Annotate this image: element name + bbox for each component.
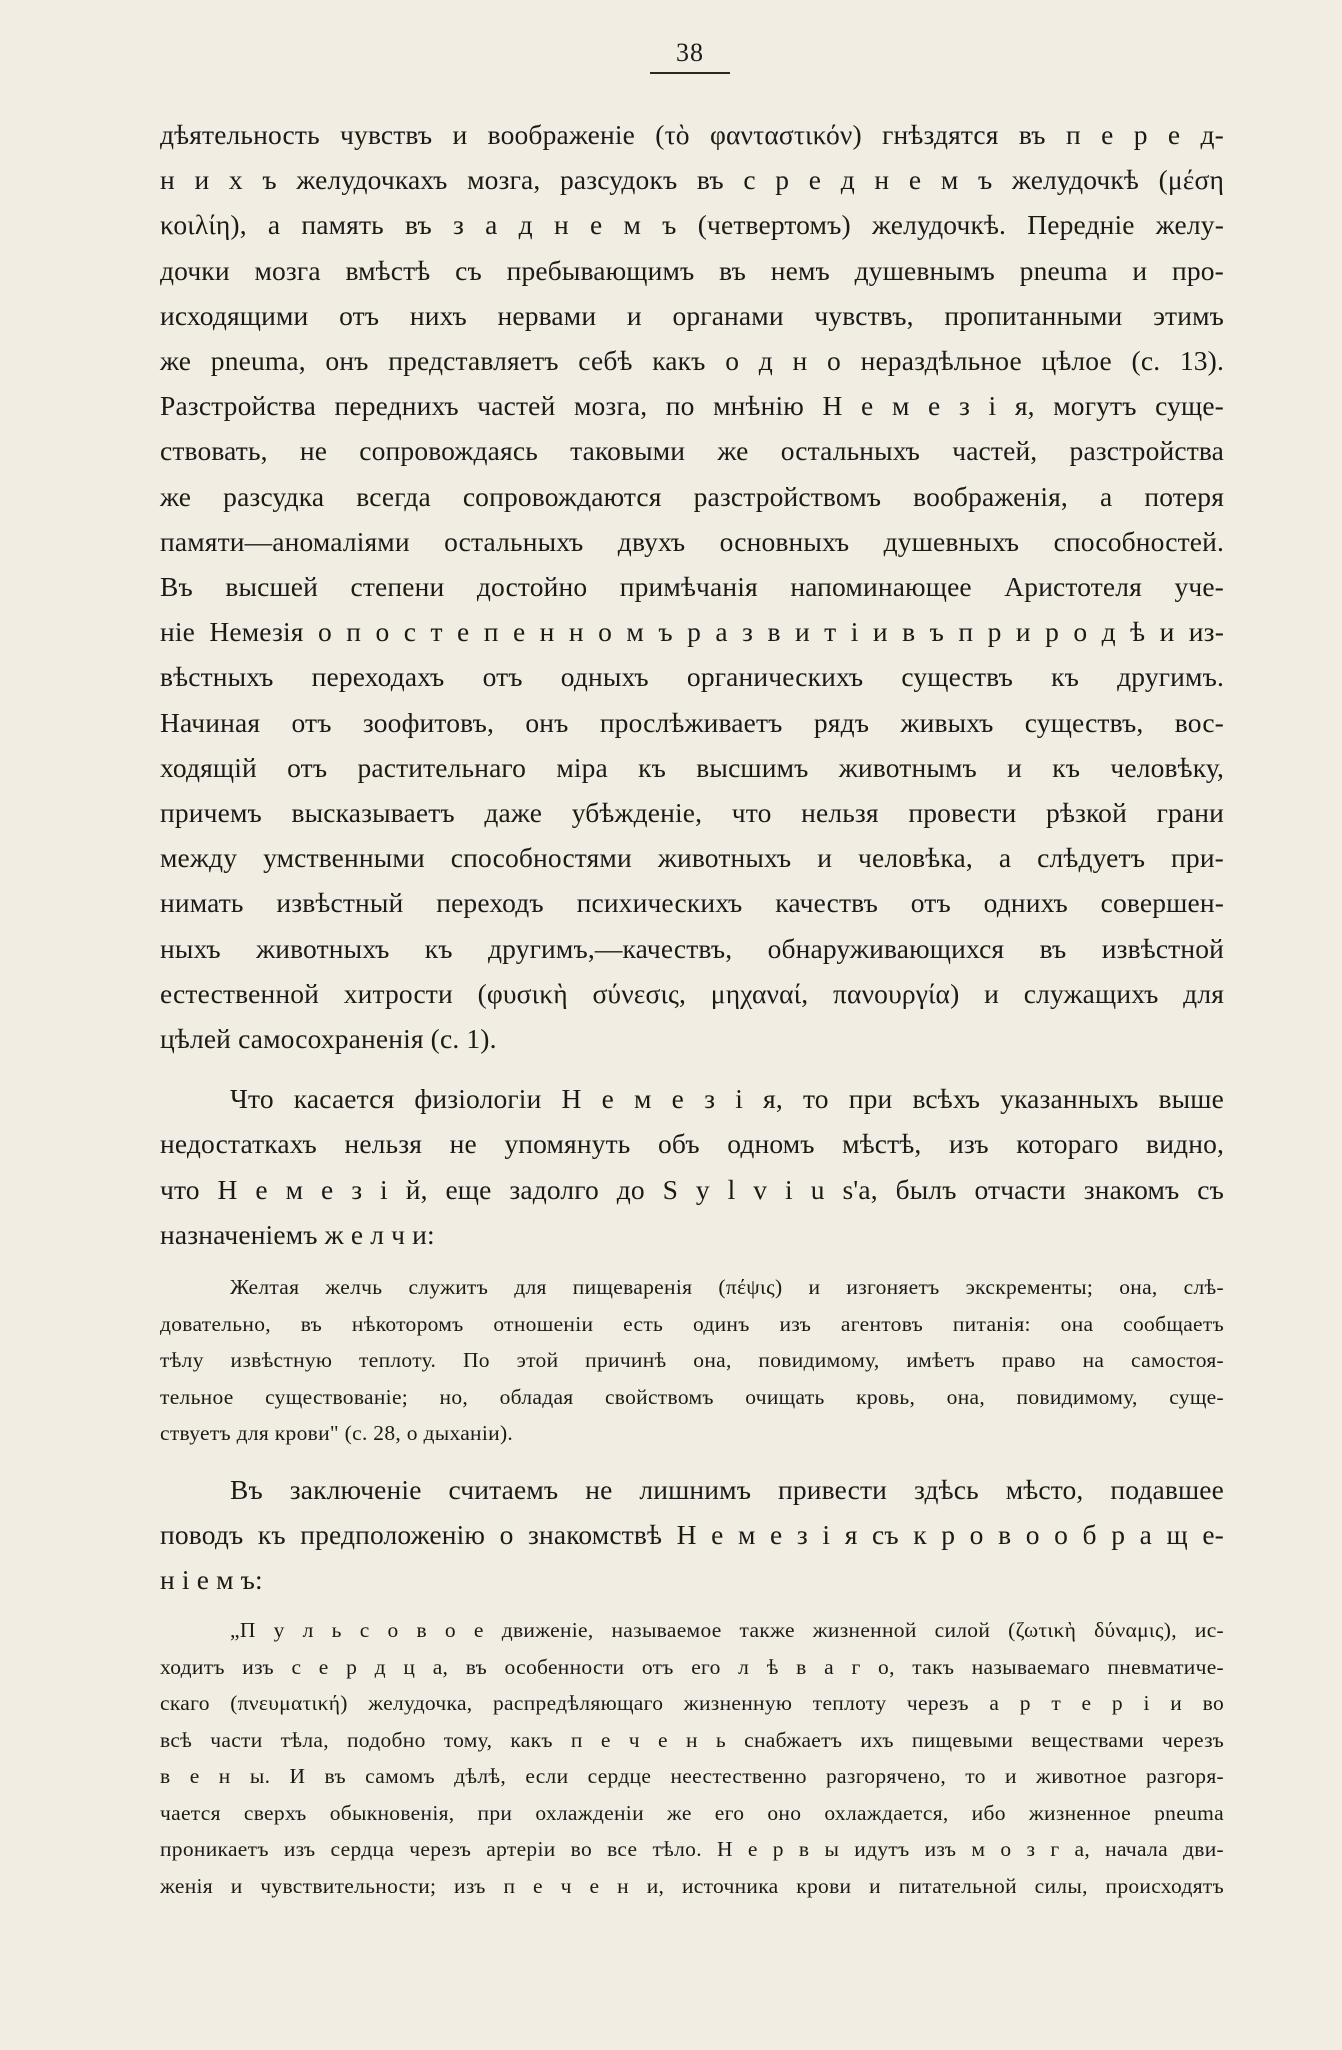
- text-line: исходящими отъ нихъ нервами и органами чувствъ, пропитанными этимъ: [160, 299, 1224, 331]
- quote-line: всѣ части тѣла, подобно тому, какъ п е ч е н ь снабжаетъ ихъ пищевыми веществами черезъ: [160, 1727, 1224, 1752]
- quote-line: скаго (πνευματική) желудочка, распредѣляющаго жизненную теплоту черезъ а р т е р i и во: [160, 1691, 1224, 1716]
- text-line: Въ высшей степени достойно примѣчанiя напоминающее Аристотеля уче-: [160, 571, 1224, 603]
- text-line: нiе Немезiя о п о с т е п е н н о м ъ р а з в и т i и в ъ п р и р о д ѣ и из-: [160, 616, 1224, 648]
- text-line: причемъ высказываетъ даже убѣжденiе, что нельзя провести рѣзкой грани: [160, 797, 1224, 829]
- quote-line: ствуетъ для крови" (с. 28, о дыханiи).: [160, 1421, 514, 1446]
- text-line: н i е м ъ:: [160, 1563, 263, 1595]
- text-line: н и х ъ желудочкахъ мозга, разсудокъ въ с р е д н е м ъ желудочкѣ (μέση: [160, 164, 1224, 196]
- quote-line: ходитъ изъ с е р д ц а, въ особенности отъ его л ѣ в а г о, такъ называемаго пневматиче-: [160, 1654, 1224, 1679]
- paragraph-1: [160, 112, 1224, 1061]
- text-line: назначенiемъ ж е л ч и:: [160, 1218, 435, 1250]
- quotation-1: [160, 1269, 1224, 1452]
- text-line: Что касается физiологiи Н е м е з i я, то при всѣхъ указанныхъ выше: [230, 1083, 1224, 1115]
- quote-line: довательно, въ нѣкоторомъ отношенiи есть одинъ изъ агентовъ питанiя: она сообщаетъ: [160, 1311, 1224, 1336]
- text-line: κοιλίη), а память въ з а д н е м ъ (четвертомъ) желудочкѣ. Переднiе желу-: [160, 209, 1224, 241]
- text-line: между умственными способностями животныхъ и человѣка, а слѣдуетъ при-: [160, 842, 1224, 874]
- text-line: же разсудка всегда сопровождаются разстройствомъ воображенiя, а потеря: [160, 480, 1224, 512]
- text-line: Начиная отъ зоофитовъ, онъ прослѣживаетъ рядъ живыхъ существъ, вос-: [160, 706, 1224, 738]
- paragraph-2: [160, 1076, 1224, 1257]
- quote-line: чается сверхъ обыкновенiя, при охлажденiи же его оно охлаждается, ибо жизненное pneuma: [160, 1800, 1224, 1825]
- text-line: цѣлей самосохраненiя (с. 1).: [160, 1023, 497, 1055]
- text-line: же pneuma, онъ представляетъ себѣ какъ о д н о нераздѣльное цѣлое (с. 13).: [160, 345, 1224, 377]
- text-line: ныхъ животныхъ къ другимъ,—качествъ, обнаруживающихся въ извѣстной: [160, 932, 1224, 964]
- page-number: 38: [650, 38, 730, 74]
- quote-line: тельное существованiе; но, обладая свойствомъ очищать кровь, она, повидимому, суще-: [160, 1384, 1224, 1409]
- text-line: поводъ къ предположенiю о знакомствѣ Н е м е з i я съ к р о в о о б р а щ е-: [160, 1518, 1224, 1550]
- text-line: дѣятельность чувствъ и воображенiе (τὸ φανταστικόν) гнѣздятся въ п е р е д-: [160, 119, 1224, 150]
- text-line: что Н е м е з i й, еще задолго до S y l v i u s'а, былъ отчасти знакомъ съ: [160, 1173, 1224, 1205]
- quote-line: „П у л ь с о в о е движенiе, называемое также жизненной силой (ζωτικὴ δύναμις), ис-: [230, 1618, 1224, 1643]
- text-line: Разстройства переднихъ частей мозга, по мнѣнiю Н е м е з i я, могутъ суще-: [160, 390, 1224, 422]
- quote-line: женiя и чувствительности; изъ п е ч е н и, источника крови и питательной силы, происходятъ: [160, 1873, 1224, 1898]
- quote-line: проникаетъ изъ сердца черезъ артерiи во все тѣло. Н е р в ы идутъ изъ м о з г а, начала дви-: [160, 1837, 1224, 1862]
- quote-line: Желтая желчь служитъ для пищеваренiя (πέψις) и изгоняетъ экскременты; она, слѣ-: [230, 1275, 1224, 1300]
- quote-line: тѣлу извѣстную теплоту. По этой причинѣ она, повидимому, имѣетъ право на самостоя-: [160, 1348, 1224, 1373]
- text-line: Въ заключенiе считаемъ не лишнимъ привести здѣсь мѣсто, подавшее: [230, 1473, 1224, 1505]
- text-line: ствовать, не сопровождаясь таковыми же остальныхъ частей, разстройства: [160, 435, 1224, 467]
- text-line: недостаткахъ нельзя не упомянуть объ одномъ мѣстѣ, изъ котораго видно,: [160, 1128, 1224, 1160]
- page-content: [160, 112, 1224, 1904]
- text-line: дочки мозга вмѣстѣ съ пребывающимъ въ немъ душевнымъ pneuma и про-: [160, 254, 1224, 286]
- text-line: естественной хитрости (φυσικὴ σύνεσις, μηχαναί, πανουργία) и служащихъ для: [160, 977, 1224, 1009]
- text-line: памяти—аномалiями остальныхъ двухъ основныхъ душевныхъ способностей.: [160, 525, 1224, 557]
- text-line: ходящiй отъ растительнаго мiра къ высшимъ животнымъ и къ человѣку,: [160, 751, 1224, 783]
- text-line: вѣстныхъ переходахъ отъ одныхъ органическихъ существъ къ другимъ.: [160, 661, 1224, 693]
- text-line: нимать извѣстный переходъ психическихъ качествъ отъ однихъ совершен-: [160, 887, 1224, 919]
- quotation-2: [160, 1612, 1224, 1904]
- paragraph-3: [160, 1467, 1224, 1603]
- quote-line: в е н ы. И въ самомъ дѣлѣ, если сердце неестественно разгорячено, то и животное разгоря-: [160, 1764, 1224, 1789]
